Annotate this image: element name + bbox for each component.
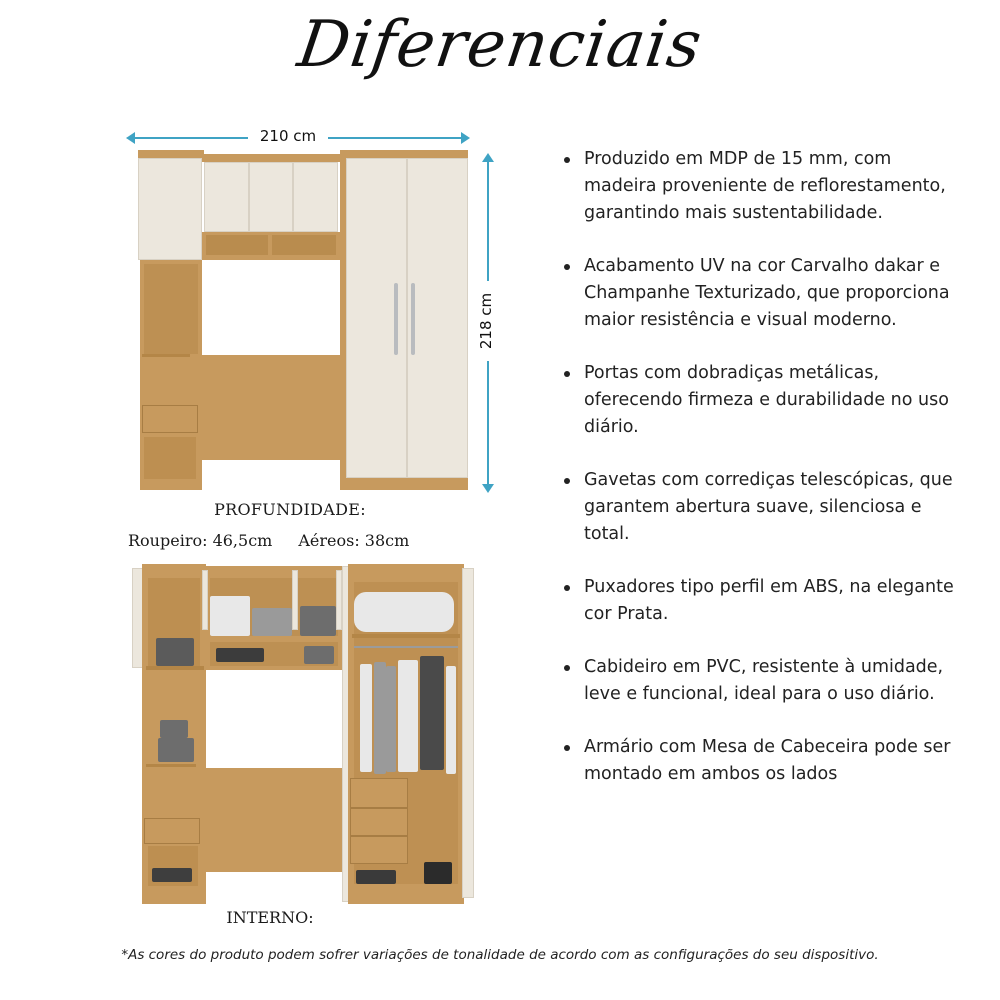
- overhead-niche-right: [272, 235, 336, 255]
- overhead-door-open-1: [202, 570, 208, 630]
- left-shelf-1: [146, 666, 204, 670]
- arrow-right-icon: [461, 132, 470, 144]
- bullet-icon: [564, 665, 570, 671]
- overhead-niche-left: [206, 235, 268, 255]
- nightstand-niche: [144, 437, 196, 479]
- shoes-heels: [424, 862, 452, 884]
- wardrobe-door-right: [407, 158, 468, 478]
- wardrobe-base: [340, 478, 468, 490]
- feature-item: Produzido em MDP de 15 mm, com madeira proveniente de reflorestamento, garantindo mais sustentabilidade.: [562, 146, 962, 227]
- storage-box-large: [158, 738, 194, 762]
- feature-item: Armário com Mesa de Cabeceira pode ser montado em ambos os lados: [562, 734, 962, 788]
- depth-heading: PROFUNDIDADE:: [214, 500, 366, 519]
- nightstand-drawer: [144, 818, 200, 844]
- bullet-icon: [564, 371, 570, 377]
- headboard-panel: [206, 768, 342, 872]
- folded-clothes-2: [252, 608, 292, 636]
- feature-item: Cabideiro em PVC, resistente à umidade, leve e funcional, ideal para o uso diário.: [562, 654, 962, 708]
- headboard-panel: [202, 355, 342, 460]
- bullet-icon: [564, 745, 570, 751]
- door-handle-right: [411, 283, 415, 355]
- overhead-door-2: [249, 162, 293, 232]
- feature-item: Portas com dobradiças metálicas, oferecendo firmeza e durabilidade no uso diário.: [562, 360, 962, 441]
- bullet-icon: [564, 478, 570, 484]
- depth-values: [128, 531, 468, 550]
- depth-aereos: Aéreos: 38cm: [298, 531, 410, 550]
- wardrobe-door-open-right: [462, 568, 474, 898]
- overhead-door-1: [204, 162, 249, 232]
- storage-box: [156, 638, 194, 666]
- color-disclaimer: *As cores do produto podem sofrer variações de tonalidade de acordo com as configurações do seu dispositivo.: [121, 947, 879, 963]
- width-dimension-label: 210 cm: [248, 127, 328, 145]
- arrow-up-icon: [482, 153, 494, 162]
- left-upper-door: [138, 158, 202, 260]
- hanging-rod: [354, 646, 458, 648]
- bullet-icon: [564, 264, 570, 270]
- wardrobe-shelf: [352, 634, 460, 638]
- overhead-door-open-2: [292, 570, 298, 630]
- wardrobe-drawer-3: [350, 836, 408, 864]
- wardrobe-closed-image: [138, 150, 468, 490]
- folded-clothes-3: [300, 606, 336, 636]
- folded-clothes-1: [210, 596, 250, 636]
- hanging-shirt-4: [398, 660, 418, 772]
- overhead-top: [202, 154, 342, 162]
- height-dimension-label: 218 cm: [477, 281, 499, 361]
- features-list: [562, 146, 962, 814]
- door-handle-left: [394, 283, 398, 355]
- interior-label: INTERNO:: [226, 908, 314, 927]
- depth-roupeiro: Roupeiro: 46,5cm: [128, 531, 273, 550]
- feature-item: Puxadores tipo perfil em ABS, na elegante cor Prata.: [562, 574, 962, 628]
- storage-box-small: [160, 720, 188, 738]
- hanging-shirt-3: [386, 666, 396, 772]
- feature-item: Gavetas com corrediças telescópicas, que garantem abertura suave, silenciosa e total.: [562, 467, 962, 548]
- left-tower-top: [138, 150, 204, 158]
- left-niche: [144, 264, 198, 354]
- overhead-door-3: [293, 162, 338, 232]
- hanging-coat: [420, 656, 444, 770]
- wardrobe-drawer-2: [350, 808, 408, 836]
- left-shelf: [142, 354, 190, 357]
- arrow-down-icon: [482, 484, 494, 493]
- bullet-icon: [564, 585, 570, 591]
- nightstand-drawer: [142, 405, 198, 433]
- wardrobe-top: [340, 150, 468, 158]
- feature-item: Acabamento UV na cor Carvalho dakar e Champanhe Texturizado, que proporciona maior resistência e visual moderno.: [562, 253, 962, 334]
- books: [152, 868, 192, 882]
- wardrobe-open-image: [128, 562, 483, 907]
- arrow-left-icon: [126, 132, 135, 144]
- left-shelf-2: [146, 764, 196, 767]
- boxes-overhead: [304, 646, 334, 664]
- folded-blanket: [354, 592, 454, 632]
- wardrobe-drawer-1: [350, 778, 408, 808]
- books-overhead: [216, 648, 264, 662]
- bullet-icon: [564, 157, 570, 163]
- hanging-shirt-1: [360, 664, 372, 772]
- page-title: Diferenciais: [293, 8, 707, 82]
- shoes-dark: [356, 870, 396, 884]
- hanging-shirt-2: [374, 662, 386, 774]
- hanging-shirt-5: [446, 666, 456, 774]
